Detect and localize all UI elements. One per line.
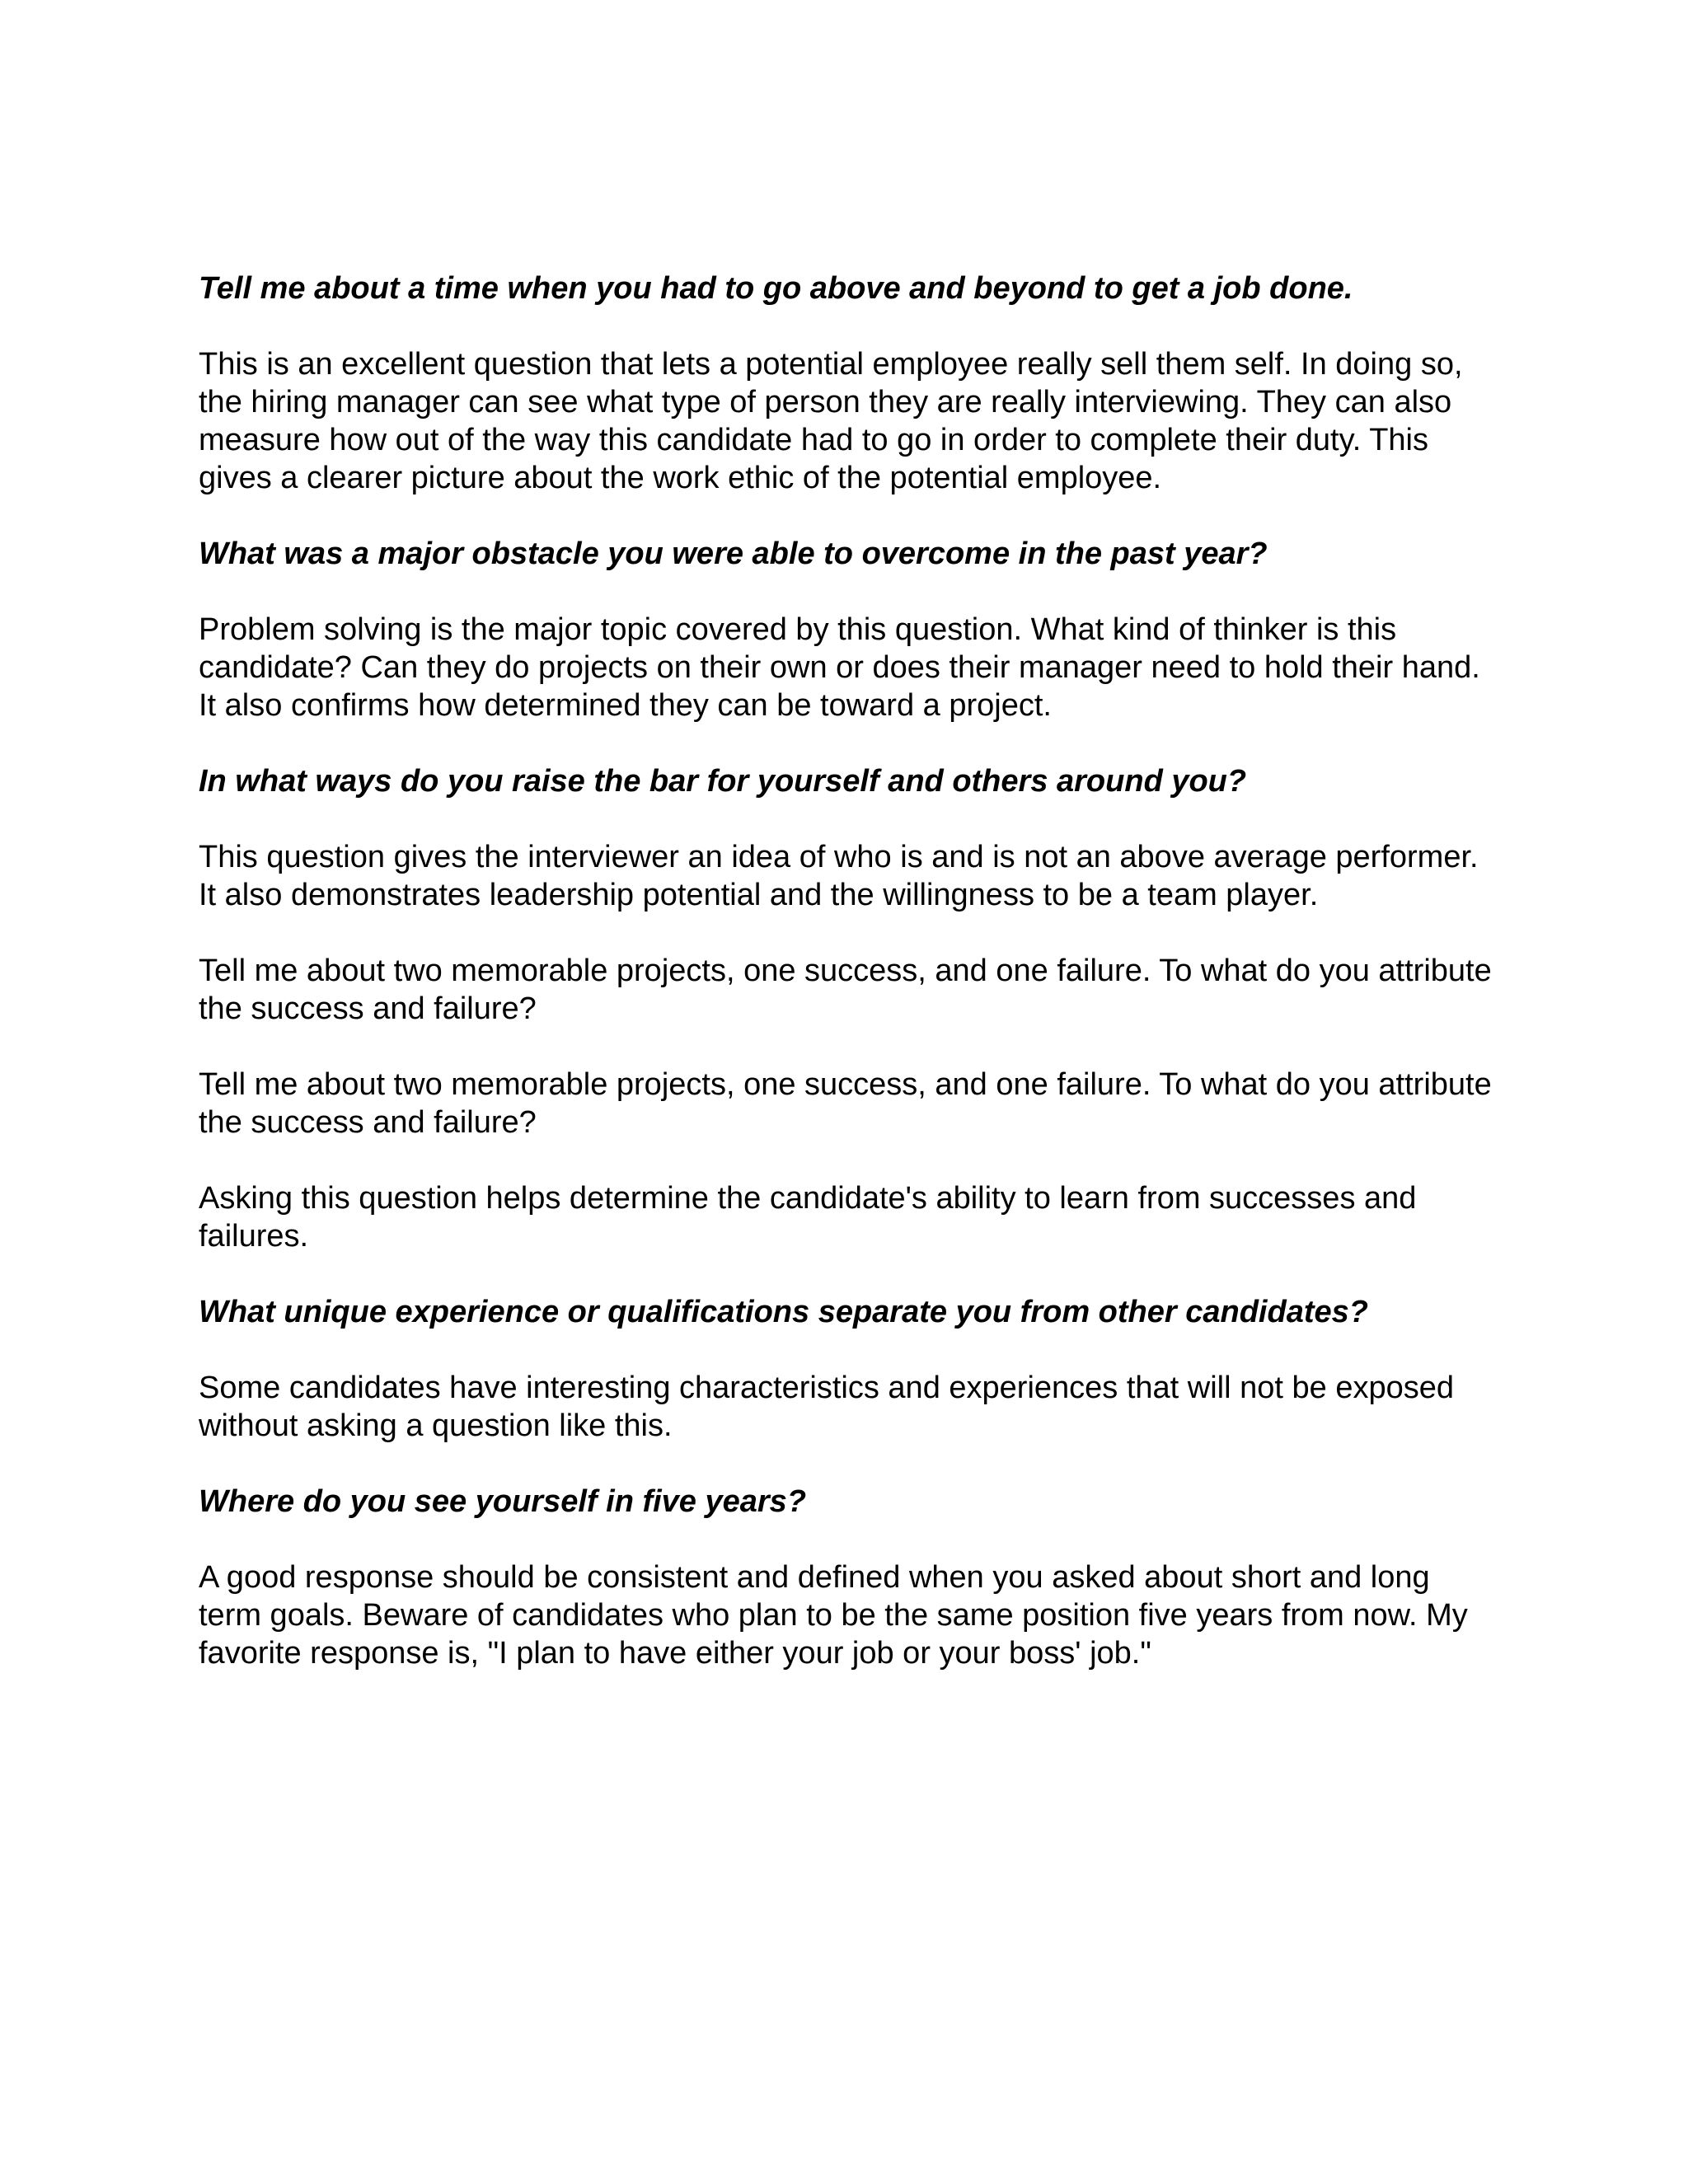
- answer-paragraph: This question gives the interviewer an idea of who is and is not an above average performer. It also demonstrates leadership potential and the willingness to be a team player.: [199, 840, 1479, 912]
- paragraph-gap: [199, 1028, 1501, 1066]
- paragraph-gap: [199, 1445, 1501, 1483]
- paragraph-gap: [199, 497, 1501, 535]
- answer-paragraph: A good response should be consistent and defined when you asked about short and long term goals. Beware of candidates who plan to be the same position five years from now. My favorite response is, "I plan to have either your job or your boss' job.": [199, 1560, 1468, 1671]
- paragraph-gap: [199, 914, 1501, 952]
- paragraph-gap: [199, 1521, 1501, 1558]
- question-heading: What was a major obstacle you were able to overcome in the past year?: [199, 537, 1268, 571]
- paragraph-gap: [199, 307, 1501, 345]
- paragraph-gap: [199, 1141, 1501, 1179]
- question-heading: Where do you see yourself in five years?: [199, 1484, 807, 1519]
- paragraph-gap: [199, 724, 1501, 762]
- answer-paragraph: Some candidates have interesting characteristics and experiences that will not be exposed without asking a question like this.: [199, 1371, 1454, 1443]
- question-paragraph: Tell me about two memorable projects, one success, and one failure. To what do you attribute the success and failure?: [199, 954, 1492, 1026]
- answer-paragraph: Problem solving is the major topic covered by this question. What kind of thinker is this candidate? Can they do projects on their own or does their manager need to hold their hand. It also confirms how determined they can be toward a project.: [199, 612, 1480, 723]
- paragraph-gap: [199, 1255, 1501, 1293]
- paragraph-gap: [199, 1331, 1501, 1369]
- question-heading: In what ways do you raise the bar for yourself and others around you?: [199, 764, 1247, 799]
- paragraph-gap: [199, 800, 1501, 838]
- question-heading: What unique experience or qualifications separate you from other candidates?: [199, 1295, 1368, 1329]
- answer-paragraph: This is an excellent question that lets a potential employee really sell them self. In doing so, the hiring manager can see what type of person they are really interviewing. They can also measure how out of the way this candidate had to go in order to complete their duty. This gives a clearer picture about the work ethic of the potential employee.: [199, 347, 1463, 495]
- document-page: [199, 269, 1501, 1672]
- paragraph-gap: [199, 573, 1501, 611]
- answer-paragraph: Asking this question helps determine the candidate's ability to learn from successes and failures.: [199, 1181, 1417, 1254]
- question-heading: Tell me about a time when you had to go above and beyond to get a job done.: [199, 271, 1353, 306]
- question-paragraph: Tell me about two memorable projects, one success, and one failure. To what do you attribute the success and failure?: [199, 1067, 1492, 1140]
